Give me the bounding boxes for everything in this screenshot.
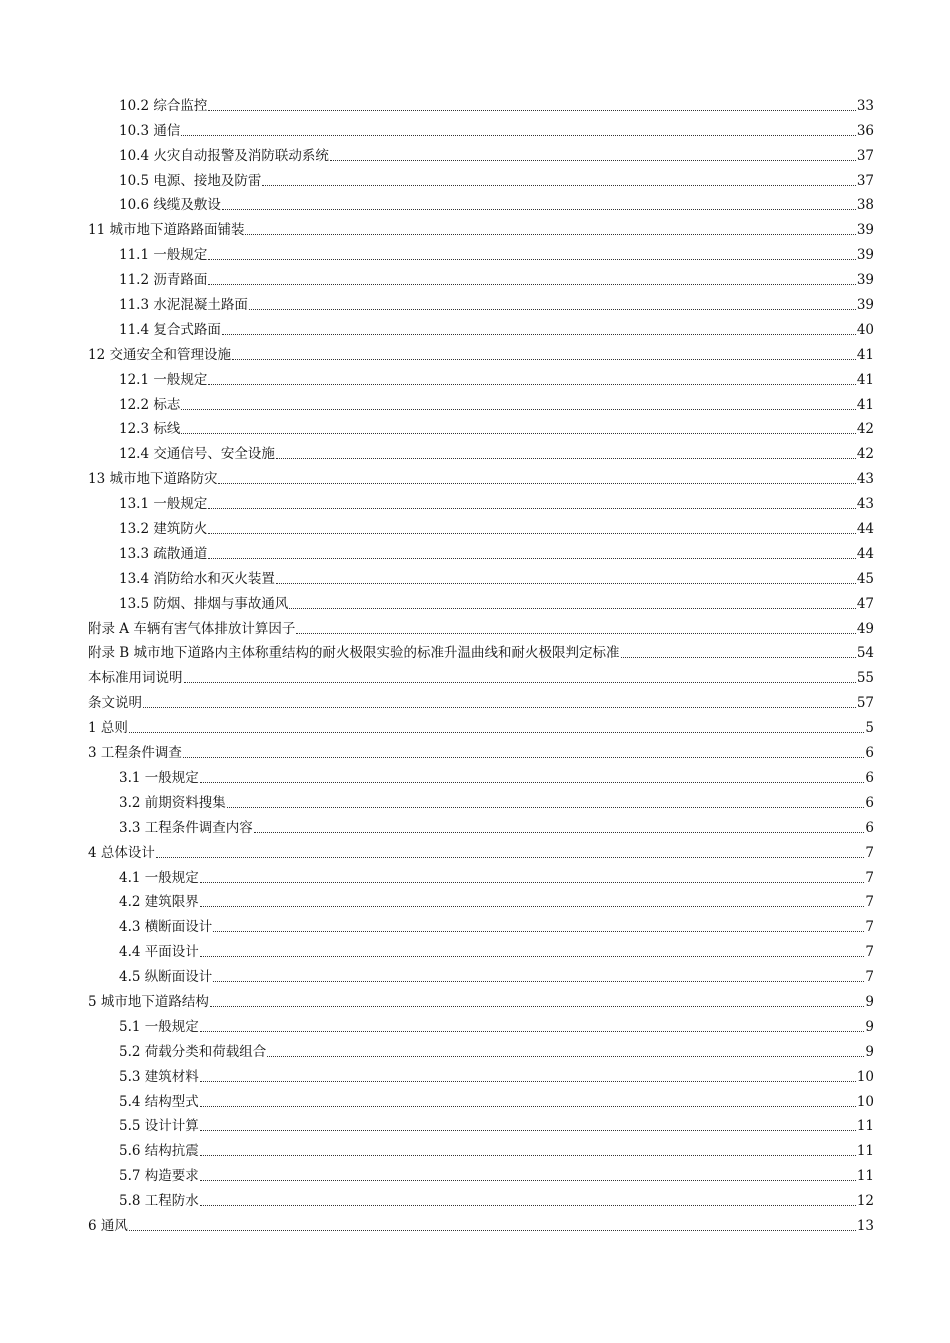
- toc-entry-page-number: 7: [865, 969, 874, 986]
- dot-leader: [276, 583, 856, 584]
- dot-leader: [208, 558, 855, 559]
- toc-entry-title: 4.3 横断面设计: [119, 919, 213, 936]
- toc-entry-page-number: 37: [856, 147, 874, 164]
- toc-entry-title: 10.5 电源、接地及防雷: [119, 172, 262, 189]
- toc-entry-page-number: 11: [856, 1143, 874, 1160]
- toc-entry[interactable]: [88, 1111, 874, 1136]
- toc-entry-title: 6 通风: [88, 1217, 128, 1234]
- dot-leader: [267, 1056, 864, 1057]
- toc-entry-page-number: 37: [856, 172, 874, 189]
- toc-entry[interactable]: [88, 812, 874, 837]
- dot-leader: [129, 1230, 856, 1231]
- toc-entry-page-number: 6: [865, 794, 874, 811]
- toc-entry-title: 附录 B 城市地下道路内主体称重结构的耐火极限实验的标准升温曲线和耐火极限判定标准: [88, 645, 620, 662]
- toc-entry-title: 5.8 工程防水: [119, 1193, 199, 1210]
- toc-entry-page-number: 7: [865, 894, 874, 911]
- toc-entry-title: 条文说明: [88, 695, 142, 712]
- toc-entry[interactable]: [88, 140, 874, 165]
- toc-entry-page-number: 57: [856, 695, 874, 712]
- toc-entry-title: 10.4 火灾自动报警及消防联动系统: [119, 147, 329, 164]
- toc-entry-title: 5.7 构造要求: [119, 1168, 199, 1185]
- toc-entry-title: 附录 A 车辆有害气体排放计算因子: [88, 620, 296, 637]
- toc-entry[interactable]: [88, 638, 874, 663]
- toc-entry[interactable]: [88, 239, 874, 264]
- toc-entry[interactable]: [88, 513, 874, 538]
- toc-entry-page-number: 6: [865, 745, 874, 762]
- dot-leader: [218, 483, 855, 484]
- dot-leader: [143, 707, 856, 708]
- toc-entry[interactable]: [88, 687, 874, 712]
- toc-entry-page-number: 9: [865, 1018, 874, 1035]
- toc-entry-title: 5.6 结构抗震: [119, 1143, 199, 1160]
- table-of-contents: [88, 90, 874, 1235]
- dot-leader: [213, 981, 864, 982]
- dot-leader: [213, 931, 864, 932]
- dot-leader: [200, 1031, 865, 1032]
- toc-entry[interactable]: [88, 389, 874, 414]
- toc-entry-title: 3.2 前期资料搜集: [119, 794, 226, 811]
- toc-entry[interactable]: [88, 862, 874, 887]
- toc-entry[interactable]: [88, 488, 874, 513]
- toc-entry-title: 5.5 设计计算: [119, 1118, 199, 1135]
- toc-entry-title: 3.3 工程条件调查内容: [119, 819, 253, 836]
- toc-entry[interactable]: [88, 90, 874, 115]
- toc-entry-title: 12 交通安全和管理设施: [88, 346, 231, 363]
- toc-entry[interactable]: [88, 1061, 874, 1086]
- toc-entry-page-number: 44: [856, 521, 874, 538]
- toc-entry-page-number: 39: [856, 222, 874, 239]
- dot-leader: [181, 433, 855, 434]
- toc-entry-page-number: 39: [856, 247, 874, 264]
- toc-entry[interactable]: [88, 438, 874, 463]
- toc-entry-title: 4.5 纵断面设计: [119, 969, 213, 986]
- toc-entry-title: 1 总则: [88, 720, 128, 737]
- toc-entry[interactable]: [88, 961, 874, 986]
- toc-entry-title: 10.2 综合监控: [119, 97, 208, 114]
- toc-entry[interactable]: [88, 414, 874, 439]
- toc-entry[interactable]: [88, 588, 874, 613]
- dot-leader: [208, 508, 855, 509]
- toc-entry[interactable]: [88, 787, 874, 812]
- toc-entry[interactable]: [88, 1086, 874, 1111]
- toc-entry-page-number: 45: [856, 570, 874, 587]
- toc-entry-title: 3 工程条件调查: [88, 745, 182, 762]
- dot-leader: [208, 110, 855, 111]
- toc-entry-page-number: 13: [856, 1217, 874, 1234]
- toc-entry-title: 13.3 疏散通道: [119, 545, 208, 562]
- toc-entry[interactable]: [88, 364, 874, 389]
- toc-entry[interactable]: [88, 762, 874, 787]
- dot-leader: [200, 782, 865, 783]
- toc-entry[interactable]: [88, 538, 874, 563]
- dot-leader: [249, 309, 856, 310]
- dot-leader: [210, 1006, 865, 1007]
- toc-entry[interactable]: [88, 737, 874, 762]
- toc-entry-page-number: 39: [856, 297, 874, 314]
- toc-entry-title: 5.3 建筑材料: [119, 1068, 199, 1085]
- dot-leader: [254, 832, 865, 833]
- toc-entry-title: 10.6 线缆及敷设: [119, 197, 221, 214]
- toc-entry[interactable]: [88, 1135, 874, 1160]
- toc-entry-page-number: 43: [856, 471, 874, 488]
- dot-leader: [222, 334, 856, 335]
- toc-entry-title: 4.4 平面设计: [119, 944, 199, 961]
- dot-leader: [156, 857, 865, 858]
- toc-entry-page-number: 9: [865, 1043, 874, 1060]
- toc-entry-title: 5.2 荷载分类和荷载组合: [119, 1043, 267, 1060]
- toc-entry-page-number: 41: [856, 396, 874, 413]
- dot-leader: [184, 682, 856, 683]
- toc-entry[interactable]: [88, 837, 874, 862]
- toc-entry-title: 10.3 通信: [119, 122, 181, 139]
- toc-entry-title: 12.4 交通信号、安全设施: [119, 446, 275, 463]
- toc-entry-page-number: 49: [856, 620, 874, 637]
- toc-entry-page-number: 42: [856, 421, 874, 438]
- toc-entry-page-number: 39: [856, 272, 874, 289]
- dot-leader: [330, 160, 856, 161]
- toc-entry-page-number: 7: [865, 919, 874, 936]
- toc-entry-page-number: 12: [856, 1193, 874, 1210]
- toc-entry-title: 5.1 一般规定: [119, 1018, 199, 1035]
- toc-entry[interactable]: [88, 1036, 874, 1061]
- toc-entry-page-number: 7: [865, 844, 874, 861]
- dot-leader: [200, 906, 865, 907]
- toc-entry-page-number: 47: [856, 595, 874, 612]
- dot-leader: [200, 882, 865, 883]
- toc-entry[interactable]: [88, 986, 874, 1011]
- toc-entry-page-number: 38: [856, 197, 874, 214]
- dot-leader: [200, 1081, 856, 1082]
- toc-entry[interactable]: [88, 463, 874, 488]
- toc-entry-page-number: 40: [856, 321, 874, 338]
- toc-entry-page-number: 11: [856, 1118, 874, 1135]
- toc-entry[interactable]: [88, 264, 874, 289]
- toc-entry-page-number: 42: [856, 446, 874, 463]
- dot-leader: [208, 384, 855, 385]
- toc-entry-page-number: 7: [865, 944, 874, 961]
- toc-entry[interactable]: [88, 662, 874, 687]
- toc-entry[interactable]: [88, 115, 874, 140]
- toc-entry-title: 13.2 建筑防火: [119, 521, 208, 538]
- dot-leader: [296, 633, 855, 634]
- toc-entry[interactable]: [88, 190, 874, 215]
- toc-entry-title: 11.1 一般规定: [119, 247, 208, 264]
- toc-entry[interactable]: [88, 911, 874, 936]
- toc-entry-title: 4.2 建筑限界: [119, 894, 199, 911]
- toc-entry-title: 11.2 沥青路面: [119, 272, 208, 289]
- toc-entry-page-number: 41: [856, 346, 874, 363]
- toc-entry-title: 4.1 一般规定: [119, 869, 199, 886]
- toc-entry[interactable]: [88, 1160, 874, 1185]
- toc-entry-title: 13.4 消防给水和灭火装置: [119, 570, 275, 587]
- dot-leader: [276, 458, 856, 459]
- toc-entry-title: 13.5 防烟、排烟与事故通风: [119, 595, 289, 612]
- dot-leader: [181, 135, 855, 136]
- toc-entry-page-number: 7: [865, 869, 874, 886]
- dot-leader: [222, 209, 856, 210]
- toc-entry[interactable]: [88, 1185, 874, 1210]
- dot-leader: [289, 608, 855, 609]
- toc-entry-title: 3.1 一般规定: [119, 769, 199, 786]
- dot-leader: [208, 284, 855, 285]
- dot-leader: [621, 657, 856, 658]
- toc-entry[interactable]: [88, 289, 874, 314]
- toc-entry-title: 12.2 标志: [119, 396, 181, 413]
- toc-entry[interactable]: [88, 563, 874, 588]
- toc-entry-page-number: 33: [856, 97, 874, 114]
- toc-entry-title: 5.4 结构型式: [119, 1093, 199, 1110]
- toc-entry-title: 11.4 复合式路面: [119, 321, 221, 338]
- toc-entry-page-number: 55: [856, 670, 874, 687]
- dot-leader: [208, 533, 855, 534]
- dot-leader: [208, 259, 855, 260]
- dot-leader: [181, 409, 855, 410]
- toc-entry-page-number: 11: [856, 1168, 874, 1185]
- toc-entry-title: 13.1 一般规定: [119, 496, 208, 513]
- dot-leader: [200, 1106, 856, 1107]
- toc-entry-page-number: 10: [856, 1068, 874, 1085]
- dot-leader: [227, 807, 865, 808]
- dot-leader: [232, 359, 856, 360]
- toc-entry-title: 12.3 标线: [119, 421, 181, 438]
- toc-entry[interactable]: [88, 1011, 874, 1036]
- dot-leader: [200, 1205, 856, 1206]
- toc-entry-title: 4 总体设计: [88, 844, 155, 861]
- dot-leader: [200, 1155, 856, 1156]
- toc-entry-page-number: 6: [865, 769, 874, 786]
- toc-entry-title: 本标准用词说明: [88, 670, 183, 687]
- toc-entry[interactable]: [88, 1210, 874, 1235]
- dot-leader: [200, 1180, 856, 1181]
- toc-entry-page-number: 54: [856, 645, 874, 662]
- toc-entry-title: 5 城市地下道路结构: [88, 993, 209, 1010]
- dot-leader: [262, 185, 855, 186]
- toc-entry-page-number: 10: [856, 1093, 874, 1110]
- dot-leader: [129, 732, 865, 733]
- toc-entry[interactable]: [88, 887, 874, 912]
- dot-leader: [245, 234, 855, 235]
- toc-entry-title: 11 城市地下道路路面铺装: [88, 222, 245, 239]
- toc-entry-title: 11.3 水泥混凝土路面: [119, 297, 248, 314]
- toc-entry[interactable]: [88, 214, 874, 239]
- toc-entry[interactable]: [88, 165, 874, 190]
- toc-entry-page-number: 43: [856, 496, 874, 513]
- toc-entry[interactable]: [88, 936, 874, 961]
- toc-entry-title: 12.1 一般规定: [119, 371, 208, 388]
- dot-leader: [183, 757, 865, 758]
- toc-entry[interactable]: [88, 339, 874, 364]
- toc-entry-page-number: 41: [856, 371, 874, 388]
- toc-entry-page-number: 9: [865, 993, 874, 1010]
- toc-entry[interactable]: [88, 712, 874, 737]
- toc-entry-page-number: 5: [865, 720, 874, 737]
- dot-leader: [200, 1130, 856, 1131]
- toc-entry-page-number: 44: [856, 545, 874, 562]
- toc-entry-page-number: 36: [856, 122, 874, 139]
- toc-entry-page-number: 6: [865, 819, 874, 836]
- toc-entry-title: 13 城市地下道路防灾: [88, 471, 218, 488]
- dot-leader: [200, 956, 865, 957]
- toc-entry[interactable]: [88, 613, 874, 638]
- toc-entry[interactable]: [88, 314, 874, 339]
